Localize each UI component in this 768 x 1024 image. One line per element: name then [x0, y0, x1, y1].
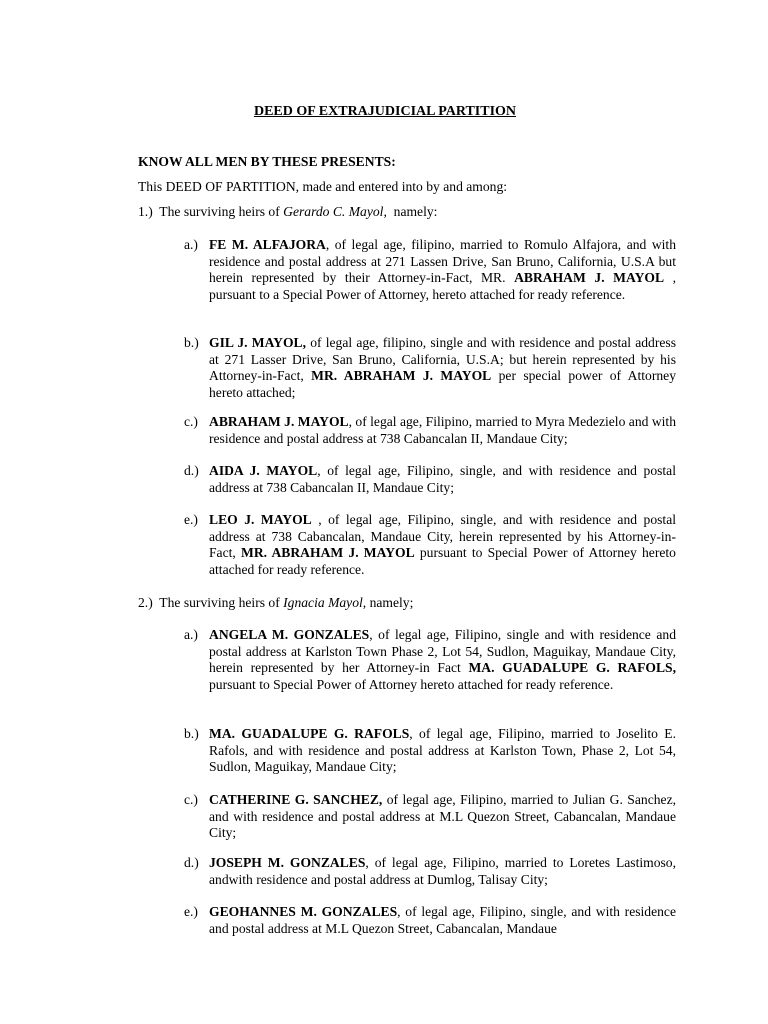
entry-label: d.): [184, 463, 199, 478]
decedent-name: Ignacia Mayol: [283, 595, 363, 610]
heir-name: ANGELA M. GONZALES: [209, 627, 370, 642]
entry-text: JOSEPH M. GONZALES, of legal age, Filipino, married to Loretes Lastimoso, andwith residence and postal address at Dumlog, Talisay City;: [209, 855, 676, 887]
group-2-heading: 2.) The surviving heirs of Ignacia Mayol, namely;: [138, 595, 414, 610]
heir-name: MA. GUADALUPE G. RAFOLS: [209, 726, 410, 741]
heir-name: LEO J. MAYOL: [209, 512, 312, 527]
heir-name: FE M. ALFAJORA: [209, 237, 326, 252]
entry-label: c.): [184, 414, 198, 429]
entry-label: b.): [184, 335, 199, 350]
heir-entry: [184, 792, 676, 842]
heir-entry: [184, 726, 676, 776]
entry-text: CATHERINE G. SANCHEZ, of legal age, Filipino, married to Julian G. Sanchez, and with residence and postal address at M.L Quezon Street, Cabancalan, Mandaue City;: [209, 792, 676, 841]
heir-name: JOSEPH M. GONZALES: [209, 855, 366, 870]
entry-label: c.): [184, 792, 198, 807]
intro-paragraph: This DEED OF PARTITION, made and entered into by and among:: [138, 179, 508, 194]
entry-text: MA. GUADALUPE G. RAFOLS, of legal age, Filipino, married to Joselito E. Rafols, and with residence and postal address at Karlston Town, Phase 2, Lot 54, Sudlon, Maguikay, Mandaue City;: [209, 726, 676, 775]
entry-label: b.): [184, 726, 199, 741]
heir-entry: [184, 904, 676, 937]
heir-entry: [184, 512, 676, 578]
entry-label: d.): [184, 855, 199, 870]
entry-text: ABRAHAM J. MAYOL, of legal age, Filipino, married to Myra Medezielo and with residence and postal address at 738 Cabancalan II, Mandaue City;: [209, 414, 676, 446]
entry-text: AIDA J. MAYOL, of legal age, Filipino, single, and with residence and postal address at 738 Cabancalan II, Mandaue City;: [209, 463, 676, 495]
entry-text: GEOHANNES M. GONZALES, of legal age, Filipino, single, and with residence and postal address at M.L Quezon Street, Cabancalan, Mandaue: [209, 904, 676, 936]
heir-name: GIL J. MAYOL,: [209, 335, 307, 350]
group-1-heading: 1.) The surviving heirs of Gerardo C. Mayol, namely:: [138, 204, 438, 219]
entry-text: FE M. ALFAJORA, of legal age, filipino, married to Romulo Alfajora, and with residence and postal address at 271 Lassen Drive, San Bruno, California, U.S.A but herein represented by their Attorney-in-Fact, MR. ABRAHAM J. MAYOL , pursuant to a Special Power of Attorney, hereto attached for ready reference.: [209, 237, 676, 302]
know-all-men-heading: KNOW ALL MEN BY THESE PRESENTS:: [138, 154, 396, 169]
heir-entry: [184, 855, 676, 888]
heir-entry: [184, 414, 676, 447]
heir-name: GEOHANNES M. GONZALES: [209, 904, 398, 919]
document-title: DEED OF EXTRAJUDICIAL PARTITION: [253, 104, 517, 119]
entry-text: ANGELA M. GONZALES, of legal age, Filipino, single and with residence and postal address at Karlston Town Phase 2, Lot 54, Sudlon, Maguikay, Mandaue City, herein represented by her Attorney-in Fact MA. GUADALUPE G. RAFOLS, pursuant to Special Power of Attorney hereto attached for ready reference.: [209, 627, 676, 692]
entry-label: a.): [184, 627, 198, 642]
heir-name: CATHERINE G. SANCHEZ,: [209, 792, 383, 807]
entry-label: e.): [184, 904, 198, 919]
entry-label: e.): [184, 512, 198, 527]
heir-name: AIDA J. MAYOL: [209, 463, 318, 478]
entry-text: LEO J. MAYOL , of legal age, Filipino, single, and with residence and postal address at 738 Cabancalan, Mandaue City, herein represented by his Attorney-in-Fact, MR. ABRAHAM J. MAYOL pursuant to Special Power of Attorney hereto attached for ready reference.: [209, 512, 676, 577]
heir-entry: [184, 335, 676, 401]
entry-label: a.): [184, 237, 198, 252]
entry-text: GIL J. MAYOL, of legal age, filipino, single and with residence and postal address at 271 Lasser Drive, San Bruno, California, U.S.A; but herein represented by his Attorney-in-Fact, MR. ABRAHAM J. MAYOL per special power of Attorney hereto attached;: [209, 335, 676, 400]
heir-entry: [184, 627, 676, 693]
heir-entry: [184, 237, 676, 303]
decedent-name: Gerardo C. Mayol,: [283, 204, 387, 219]
heir-entry: [184, 463, 676, 496]
heir-name: ABRAHAM J. MAYOL: [209, 414, 349, 429]
